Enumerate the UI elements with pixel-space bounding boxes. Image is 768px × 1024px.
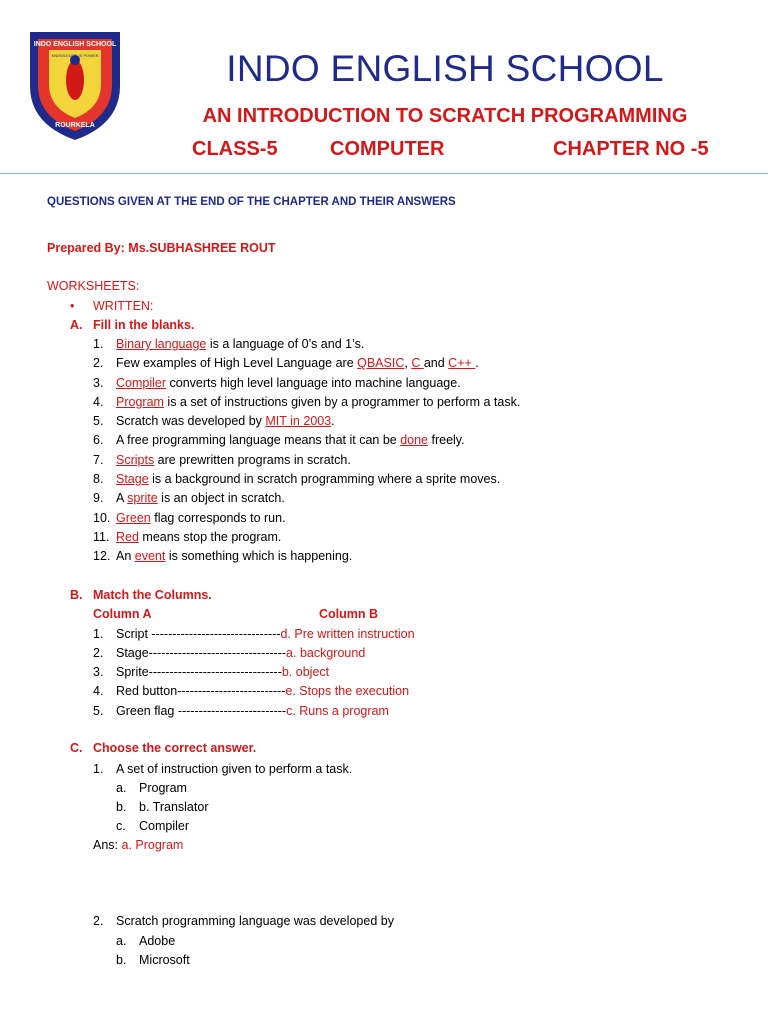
item-text: flag corresponds to run. xyxy=(150,511,286,525)
subject-label: COMPUTER xyxy=(330,138,445,160)
chapter-label: CHAPTER NO -5 xyxy=(553,138,709,160)
answer: done xyxy=(400,433,429,447)
match-num: 4. xyxy=(93,684,104,698)
answer: Red xyxy=(116,530,139,544)
class-label: CLASS-5 xyxy=(192,138,278,160)
match-right: d. Pre written instruction xyxy=(280,627,415,641)
section-a-marker: A. xyxy=(70,318,83,332)
list-item-num: 12. xyxy=(93,549,111,563)
match-row xyxy=(116,704,389,719)
item-text: converts high level language into machine language. xyxy=(166,376,461,390)
list-item-num: 8. xyxy=(93,472,104,486)
match-num: 1. xyxy=(93,627,104,641)
match-num: 2. xyxy=(93,646,104,660)
list-item-num: 1. xyxy=(93,337,104,351)
list-item-num: 9. xyxy=(93,491,104,505)
question-num: 2. xyxy=(93,914,104,928)
item-text: is a background in scratch programming where a sprite moves. xyxy=(148,472,501,486)
match-row xyxy=(116,627,415,642)
match-num: 5. xyxy=(93,704,104,718)
list-item xyxy=(116,549,352,564)
item-text: A xyxy=(116,491,128,505)
list-item-num: 11. xyxy=(93,530,110,544)
option-text: Adobe xyxy=(139,934,176,948)
item-text: A free programming language means that it can be xyxy=(116,433,401,447)
option-letter: c. xyxy=(116,819,126,833)
bullet-icon: • xyxy=(70,299,75,313)
answer: Green xyxy=(116,511,151,525)
item-text: is something which is happening. xyxy=(165,549,353,563)
item-text: . xyxy=(475,356,479,370)
answer: C xyxy=(411,356,424,370)
option-text: Program xyxy=(139,781,187,795)
section-c-marker: C. xyxy=(70,741,83,755)
list-item-num: 10. xyxy=(93,511,111,525)
list-item xyxy=(116,337,364,352)
match-left: Stage--------------------------------- xyxy=(116,646,287,660)
list-item xyxy=(116,472,500,487)
answer: Compiler xyxy=(116,376,167,390)
match-num: 3. xyxy=(93,665,104,679)
match-row xyxy=(116,646,365,661)
list-item-num: 6. xyxy=(93,433,104,447)
match-left: Script ------------------------------- xyxy=(116,627,281,641)
answer: Scripts xyxy=(116,453,155,467)
list-item xyxy=(116,433,465,448)
school-name: INDO ENGLISH SCHOOL xyxy=(226,48,664,89)
answer: Program xyxy=(116,395,164,409)
match-left: Green flag -------------------------- xyxy=(116,704,287,718)
item-text: , xyxy=(404,356,412,370)
section-b-title: Match the Columns. xyxy=(93,588,212,602)
item-text: is an object in scratch. xyxy=(157,491,285,505)
answer: event xyxy=(134,549,166,563)
answer: sprite xyxy=(127,491,158,505)
option-letter: b. xyxy=(116,953,127,967)
questions-heading: QUESTIONS GIVEN AT THE END OF THE CHAPTER AND THEIR ANSWERS xyxy=(47,196,456,208)
item-text: Few examples of High Level Language are xyxy=(116,356,358,370)
list-item-num: 7. xyxy=(93,453,104,467)
list-item xyxy=(116,491,285,506)
item-text: freely. xyxy=(428,433,465,447)
item-text: is a language of 0’s and 1’s. xyxy=(206,337,365,351)
answer: MIT in 2003 xyxy=(265,414,332,428)
column-a-header: Column A xyxy=(93,607,152,621)
match-row xyxy=(116,665,329,680)
item-text: means stop the program. xyxy=(138,530,282,544)
ans-label: Ans: xyxy=(93,838,122,852)
worksheets-label: WORKSHEETS: xyxy=(47,279,140,293)
item-text: and xyxy=(423,356,449,370)
list-item xyxy=(116,453,351,468)
written-label: WRITTEN: xyxy=(93,299,154,313)
prepared-by: Prepared By: Ms.SUBHASHREE ROUT xyxy=(47,241,276,255)
answer-line xyxy=(93,838,183,853)
list-item-num: 4. xyxy=(93,395,104,409)
list-item xyxy=(116,376,461,391)
chapter-subtitle: AN INTRODUCTION TO SCRATCH PROGRAMMING xyxy=(202,105,688,127)
item-text: An xyxy=(116,549,135,563)
option-text: Microsoft xyxy=(139,953,190,967)
list-item-num: 5. xyxy=(93,414,104,428)
answer: QBASIC xyxy=(357,356,405,370)
item-text: Scratch was developed by xyxy=(116,414,266,428)
list-item xyxy=(116,356,479,371)
match-row xyxy=(116,684,409,699)
list-item-num: 2. xyxy=(93,356,104,370)
answer: Stage xyxy=(116,472,149,486)
option-letter: b. xyxy=(116,800,127,814)
question-num: 1. xyxy=(93,762,104,776)
question-text: Scratch programming language was developed by xyxy=(116,914,394,928)
ans-value: a. Program xyxy=(121,838,184,852)
option-letter: a. xyxy=(116,781,127,795)
match-right: b. object xyxy=(281,665,330,679)
question-text: A set of instruction given to perform a task. xyxy=(116,762,353,776)
match-left: Red button-------------------------- xyxy=(116,684,286,698)
list-item xyxy=(116,395,520,410)
match-right: a. background xyxy=(286,646,366,660)
section-a-title: Fill in the blanks. xyxy=(93,318,195,332)
logo-motto: KNOWLEDGE IS POWER xyxy=(51,53,99,58)
answer: Binary language xyxy=(116,337,207,351)
header-divider xyxy=(0,173,768,174)
option-text: Compiler xyxy=(139,819,190,833)
item-text: are prewritten programs in scratch. xyxy=(154,453,351,467)
answer: C++ xyxy=(448,356,476,370)
list-item xyxy=(116,511,286,526)
match-left: Sprite-------------------------------- xyxy=(116,665,282,679)
option-letter: a. xyxy=(116,934,127,948)
match-right: e. Stops the execution xyxy=(285,684,410,698)
section-c-title: Choose the correct answer. xyxy=(93,741,257,755)
item-text: is a set of instructions given by a programmer to perform a task. xyxy=(163,395,521,409)
column-b-header: Column B xyxy=(319,607,379,621)
match-right: c. Runs a program xyxy=(286,704,389,718)
school-logo xyxy=(22,24,128,142)
list-item-num: 3. xyxy=(93,376,104,390)
logo-top-text: INDO ENGLISH SCHOOL xyxy=(33,41,117,48)
list-item xyxy=(116,530,281,545)
item-text: . xyxy=(331,414,335,428)
list-item xyxy=(116,414,335,429)
section-b-marker: B. xyxy=(70,588,83,602)
option-text: b. Translator xyxy=(139,800,209,814)
logo-bottom-text: ROURKELA xyxy=(55,122,95,129)
